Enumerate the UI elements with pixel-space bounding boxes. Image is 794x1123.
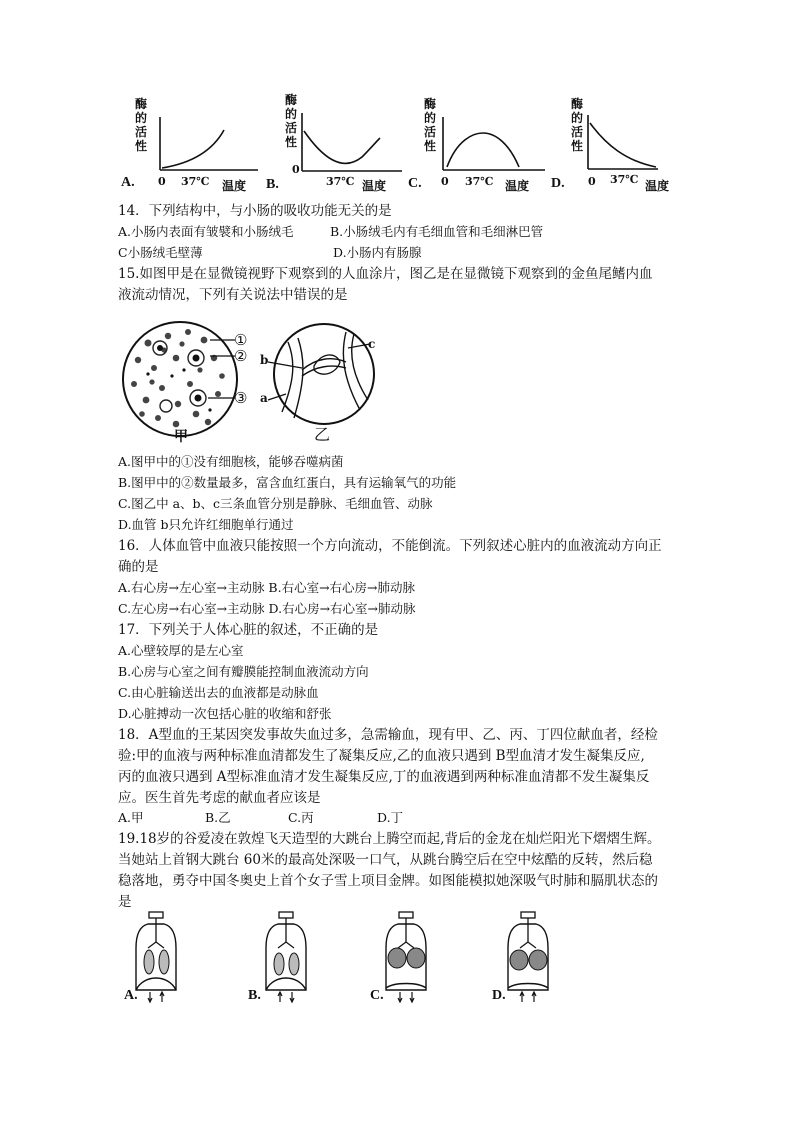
graph-xlabel: 温度: [222, 179, 247, 193]
q16-options-cd[interactable]: C.左心房→右心室→主动脉 D.右心房→右心室→肺动脉: [118, 601, 416, 616]
bell-jar-figure-d: [490, 908, 570, 1008]
graph-zero: 0: [158, 175, 166, 188]
q14-option-c[interactable]: C小肠绒毛壁薄: [118, 245, 203, 260]
figure-letter: C.: [370, 988, 384, 1003]
q17-option-a[interactable]: A.心壁较厚的是左心室: [118, 643, 244, 658]
figure-yi-caption: 乙: [314, 425, 331, 444]
label-b: b: [260, 353, 269, 367]
graph-temp: 37℃: [610, 173, 639, 186]
q14-option-b[interactable]: B.小肠绒毛内有毛细血管和毛细淋巴管: [330, 224, 544, 239]
q16-stem-cont: 确的是: [118, 559, 159, 575]
q16-options-ab[interactable]: A.右心房→左心室→主动脉 B.右心室→右心房→肺动脉: [118, 580, 416, 595]
enzyme-graph-a: [118, 95, 258, 195]
label-a: a: [260, 391, 268, 405]
enzyme-graph-d: [548, 95, 698, 195]
marker-1: ①: [234, 331, 248, 349]
graph-letter: D.: [551, 176, 565, 191]
figure-jia-caption: 甲: [174, 429, 188, 445]
bell-jar-figure-c: [368, 908, 448, 1008]
graph-ylabel: 酶的活性: [284, 93, 297, 149]
graph-temp: 37℃: [181, 175, 210, 188]
graph-temp: 37℃: [465, 175, 494, 188]
q19-stem-1: 19.18岁的谷爱凌在敦煌飞天造型的大跳台上腾空而起,背后的金龙在灿烂阳光下熠熠生辉。: [118, 831, 661, 847]
q17-option-c[interactable]: C.由心脏输送出去的血液都是动脉血: [118, 685, 319, 700]
figure-jia-blood-smear: [118, 318, 278, 446]
q14-option-d[interactable]: D.小肠内有肠腺: [333, 245, 422, 260]
graph-ylabel: 酶的活性: [134, 97, 147, 153]
q18-option-a[interactable]: A.甲: [118, 810, 144, 825]
q19-stem-3: 稳落地，勇夺中国冬奥史上首个女子雪上项目金牌。如图能模拟她深吸气时肺和膈肌状态的: [118, 873, 658, 889]
q18-stem-1: 18．A型血的王某因突发事故失血过多，急需输血，现有甲、乙、丙、丁四位献血者，经检: [118, 727, 658, 743]
graph-temp: 37℃: [326, 175, 355, 188]
bell-jar-figure-a: [118, 908, 198, 1008]
q15-stem: 15.如图甲是在显微镜视野下观察到的人血涂片，图乙是在显微镜下观察到的金鱼尾鳍内血: [118, 266, 653, 282]
q18-stem-2: 验:甲的血液与两种标准血清都发生了凝集反应,乙的血液只遇到 B型血清才发生凝集反应,: [118, 748, 645, 764]
q15-option-c[interactable]: C.图乙中 a、b、c三条血管分别是静脉、毛细血管、动脉: [118, 496, 433, 511]
graph-xlabel: 温度: [362, 179, 387, 193]
q14-stem: 14．下列结构中，与小肠的吸收功能无关的是: [118, 203, 392, 219]
graph-ylabel: 酶的活性: [423, 97, 436, 153]
q18-option-c[interactable]: C.丙: [288, 810, 314, 825]
figure-yi-fish-fin-vessels: [258, 322, 388, 447]
enzyme-graph-c: [405, 95, 545, 195]
graph-xlabel: 温度: [645, 179, 670, 193]
graph-zero: 0: [588, 175, 596, 188]
q14-option-a[interactable]: A.小肠内表面有皱襞和小肠绒毛: [118, 224, 294, 239]
label-c: c: [368, 337, 376, 351]
q17-stem: 17．下列关于人体心脏的叙述，不正确的是: [118, 622, 379, 638]
q16-stem: 16．人体血管中血液只能按照一个方向流动，不能倒流。下列叙述心脏内的血液流动方向正: [118, 538, 662, 554]
marker-2: ②: [234, 347, 248, 365]
bell-jar-figure-b: [248, 908, 328, 1008]
q17-option-d[interactable]: D.心脏搏动一次包括心脏的收缩和舒张: [118, 706, 332, 721]
figure-letter: D.: [492, 988, 506, 1003]
q15-option-b[interactable]: B.图甲中的②数量最多，富含血红蛋白，具有运输氧气的功能: [118, 475, 457, 490]
graph-xlabel: 温度: [505, 179, 530, 193]
graph-letter: B.: [266, 177, 279, 192]
blood-smear-drawing: [118, 318, 278, 446]
q18-option-b[interactable]: B.乙: [205, 810, 231, 825]
enzyme-graph-b: [262, 95, 402, 195]
graph-ylabel: 酶的活性: [570, 97, 583, 153]
q18-option-d[interactable]: D.丁: [377, 810, 404, 825]
q15-option-d[interactable]: D.血管 b只允许红细胞单行通过: [118, 517, 294, 532]
graph-letter: A.: [121, 175, 135, 190]
figure-letter: B.: [248, 988, 261, 1003]
q15-stem-cont: 液流动情况，下列有关说法中错误的是: [118, 287, 348, 303]
q15-option-a[interactable]: A.图甲中的①没有细胞核，能够吞噬病菌: [118, 454, 344, 469]
q18-stem-3: 丙的血液只遇到 A型标准血清才发生凝集反应,丁的血液遇到两种标准血清都不发生凝集反: [118, 769, 650, 785]
graph-letter: C.: [408, 176, 422, 191]
marker-3: ③: [234, 389, 248, 407]
figure-letter: A.: [124, 988, 138, 1003]
q18-stem-4: 应。医生首先考虑的献血者应该是: [118, 790, 321, 806]
q19-stem-2: 当她站上首钢大跳台 60米的最高处深吸一口气，从跳台腾空后在空中炫酷的反转，然后稳: [118, 852, 653, 868]
graph-zero: 0: [441, 175, 449, 188]
q17-option-b[interactable]: B.心房与心室之间有瓣膜能控制血液流动方向: [118, 664, 369, 679]
q19-stem-4: 是: [118, 894, 132, 910]
graph-zero: 0: [292, 163, 300, 176]
